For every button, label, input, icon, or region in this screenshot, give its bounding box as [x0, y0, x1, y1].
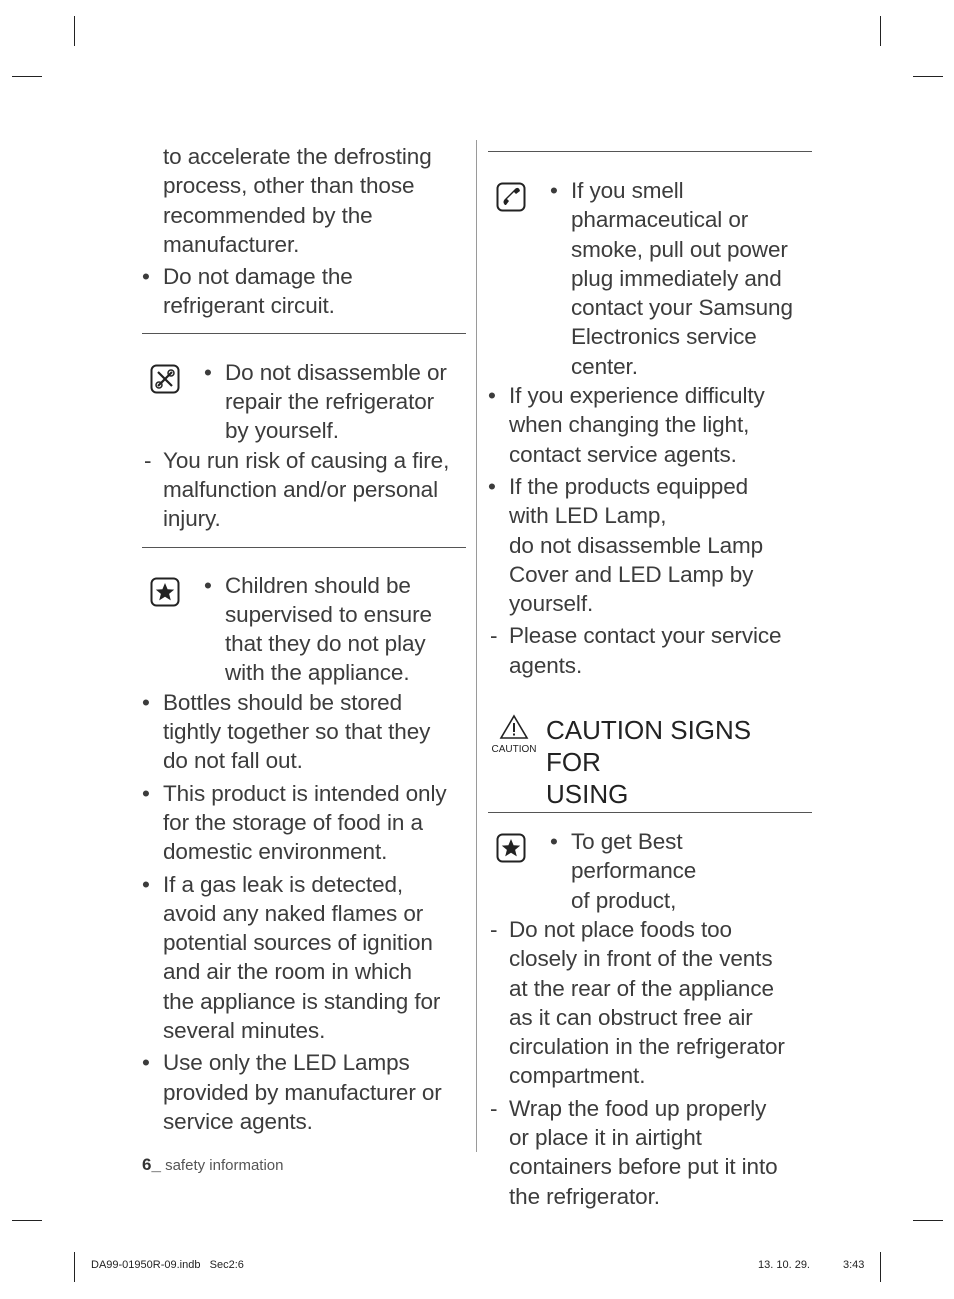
best-performance-section: [488, 827, 812, 915]
left-column: [142, 140, 466, 1136]
star-note-icon: [496, 833, 526, 863]
section-rule: [488, 151, 812, 152]
crop-mark: [880, 1252, 881, 1282]
page-footer: [142, 1155, 283, 1175]
bullet-damage: • Do not damage the refrigerant circuit.: [142, 262, 466, 321]
crop-mark: [12, 1220, 42, 1221]
section-rule: [488, 812, 812, 813]
bullet-led-equipped: • If the products equipped with LED Lamp, do not disassemble Lamp Cover and LED Lamp by yourself.: [488, 472, 812, 618]
section-rule: [142, 333, 466, 334]
right-column: [488, 140, 812, 1211]
column-divider: [476, 140, 477, 1152]
section-rule: [142, 547, 466, 548]
disassemble-section: [142, 358, 466, 446]
bullet-light: • If you experience difficulty when changing the light, contact service agents.: [488, 381, 812, 469]
bullet-led-lamps: • Use only the LED Lamps provided by manufacturer or service agents.: [142, 1048, 466, 1136]
crop-mark: [74, 1252, 75, 1282]
dash-risk: - You run risk of causing a fire, malfunction and/or personal injury.: [142, 446, 466, 534]
caution-heading: [488, 714, 812, 810]
bullet-best-performance: • To get Best performance of product,: [550, 827, 812, 915]
print-time: 3:43: [843, 1259, 865, 1271]
bullet-gas-leak: • If a gas leak is detected, avoid any naked flames or potential sources of ignition and air the room in which the appliance is standing for several minutes.: [142, 870, 466, 1046]
crop-mark: [880, 16, 881, 46]
bullet-smell: • If you smell pharmaceutical or smoke, pull out power plug immediately and contact your Samsung Electronics service center.: [550, 176, 812, 381]
crop-mark: [74, 16, 75, 46]
phone-contact-icon: [496, 182, 526, 212]
bullet-disassemble: • Do not disassemble or repair the refrigerator by yourself.: [204, 358, 466, 446]
crop-mark: [913, 76, 943, 77]
intro-text: to accelerate the defrosting process, other than those recommended by the manufacturer.: [163, 144, 432, 257]
smell-section: [488, 176, 812, 381]
print-file-info: DA99-01950R-09.indb Sec2:6: [91, 1259, 244, 1271]
star-note-icon: [150, 577, 180, 607]
crop-mark: [12, 76, 42, 77]
print-date: 13. 10. 29.: [758, 1259, 810, 1271]
section-title: CAUTION SIGNS FOR USING: [546, 715, 752, 810]
section-name: safety information: [165, 1157, 284, 1174]
crop-mark: [913, 1220, 943, 1221]
no-disassembly-icon: [150, 364, 180, 394]
children-section: [142, 571, 466, 688]
caution-mark: [488, 714, 540, 755]
warning-triangle-icon: [499, 714, 529, 740]
caution-label: CAUTION: [491, 744, 537, 756]
dash-wrap-food: - Wrap the food up properly or place it in airtight containers before put it into the refrigerator.: [488, 1094, 812, 1211]
dash-contact: - Please contact your service agents.: [488, 621, 812, 680]
bullet-domestic: • This product is intended only for the storage of food in a domestic environment.: [142, 779, 466, 867]
bullet-children: • Children should be supervised to ensure that they do not play with the appliance.: [204, 571, 466, 688]
bullet-bottles: • Bottles should be stored tightly together so that they do not fall out.: [142, 688, 466, 776]
dash-vents: - Do not place foods too closely in front of the vents at the rear of the appliance as it can obstruct free air circulation in the refrigerator compartment.: [488, 915, 812, 1091]
page-number: 6_: [142, 1155, 161, 1174]
